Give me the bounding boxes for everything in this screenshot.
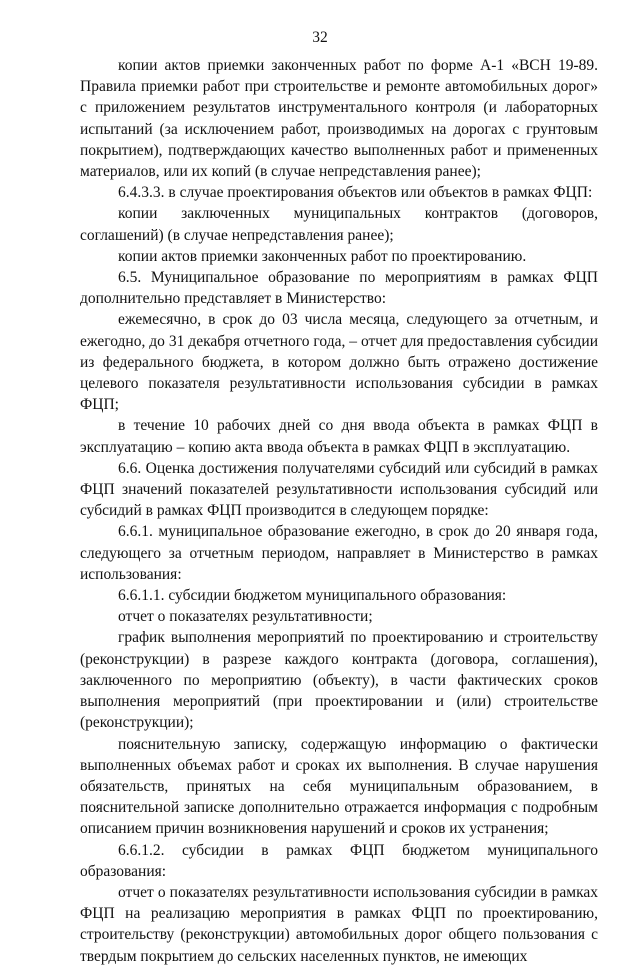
paragraph-contract-copies: копии заключенных муниципальных контрактов (договоров, соглашений) (в случае непредставления ранее); xyxy=(80,205,598,244)
paragraph-6-6: 6.6. Оценка достижения получателями субсидий или субсидий в рамках ФЦП значений показателей результативности использования субсидий или субсидий в рамках ФЦП производится в следующем порядке: xyxy=(80,459,598,520)
paragraph-6-6-1: 6.6.1. муниципальное образование ежегодно, в срок до 20 января года, следующего за отчетным периодом, направляет в Министерство в рамках использования: xyxy=(80,523,598,583)
paragraph-fcp-report: отчет о показателях результативности использования субсидии в рамках ФЦП на реализацию мероприятия в рамках ФЦП по проектированию, строительству (реконструкции) автомобильных дорог общего пользования с твердым покрытием до сельских населенных пунктов, не имеющих xyxy=(80,883,598,965)
paragraph-performance-report: отчет о показателях результативности; xyxy=(118,608,373,626)
paragraph-monthly-report: ежемесячно, в срок до 03 числа месяца, следующего за отчетным, и ежегодно, до 31 декабря отчетного года, – отчет для предоставления субсидии из федерального бюджета, в котором должно быть отражено достижение целевого показателя результативности использования субсидии в рамках ФЦП; xyxy=(80,311,598,414)
paragraph-6-4-3-3: 6.4.3.3. в случае проектирования объектов или объектов в рамках ФЦП: xyxy=(118,184,593,202)
paragraph-6-6-1-2: 6.6.1.2. субсидии в рамках ФЦП бюджетом муниципального образования: xyxy=(80,841,598,880)
document-body xyxy=(80,55,598,967)
page-number: 32 xyxy=(312,29,328,46)
paragraph-6-6-1-1: 6.6.1.1. субсидии бюджетом муниципального образования: xyxy=(118,587,507,605)
paragraph-explanatory-note: пояснительную записку, содержащую информацию о фактически выполненных объемах работ и сроках их выполнения. В случае нарушения обязательств, принятых на себя муниципальным образованием, в пояснительной записке дополнительно отражается информация с подробным описанием причин возникновения нарушений и сроков их устранения; xyxy=(80,735,598,838)
paragraph-schedule: график выполнения мероприятий по проектированию и строительству (реконструкции) в разрезе каждого контракта (договора, соглашения), заключенного по мероприятию (объекту), в части фактических сроков выполнения мероприятий (при проектировании и (или) строительстве (реконструкции); xyxy=(80,629,598,732)
paragraph-commissioning-act: в течение 10 рабочих дней со дня ввода объекта в рамках ФЦП в эксплуатацию – копию акта ввода объекта в рамках ФЦП в эксплуатацию. xyxy=(80,417,598,456)
paragraph-design-acceptance-copies: копии актов приемки законченных работ по проектированию. xyxy=(118,247,527,265)
paragraph-acceptance-act-copies: копии актов приемки законченных работ по форме А-1 «ВСН 19-89. Правила приемки работ при строительстве и ремонте автомобильных дорог» с приложением результатов инструментального контроля (и лабораторных испытаний (за исключением работ, производимых на дорогах с грунтовым покрытием), подтверждающих качество выполненных работ и примененных материалов, или их копий (в случае непредставления ранее); xyxy=(80,57,598,181)
paragraph-6-5: 6.5. Муниципальное образование по мероприятиям в рамках ФЦП дополнительно представляет в Министерство: xyxy=(80,269,598,308)
